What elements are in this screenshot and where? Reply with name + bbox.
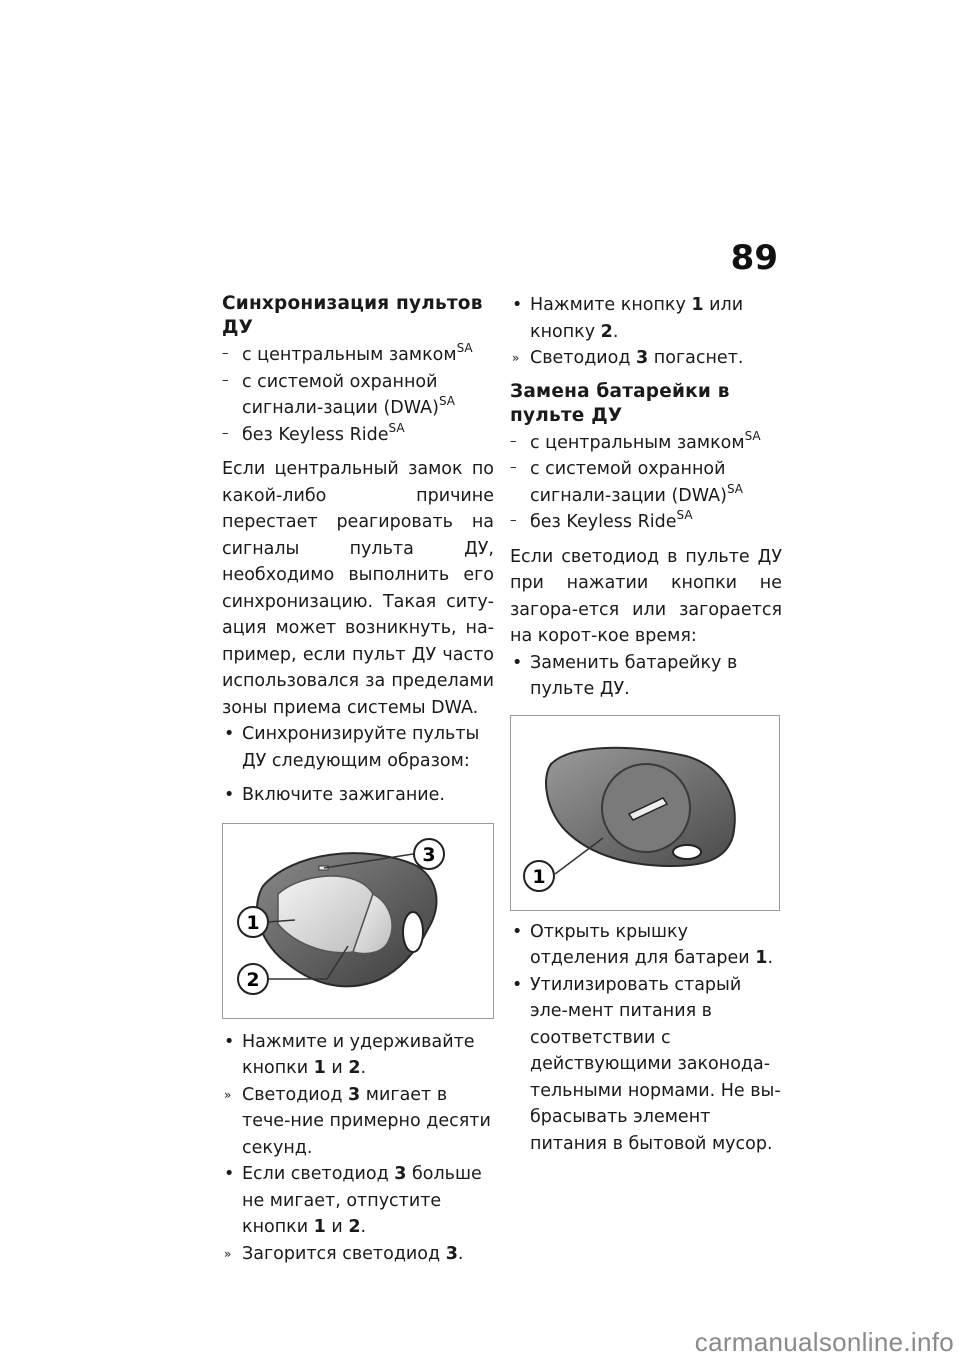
callout-3-label: 3 <box>422 843 436 866</box>
step-ignition: • Включите зажигание. <box>222 782 494 809</box>
battery-cover-illustration <box>511 716 779 910</box>
section-heading-sync: Синхронизация пультов ДУ <box>222 293 483 338</box>
step-dispose-battery: • Утилизировать старый эле-мент питания в соответствии с действующими законода-тельными нормами. Не вы-брасывать элемент питания в бытовой мусор. <box>510 972 782 1158</box>
step-press-button: • Нажмите кнопку 1 или кнопку 2. <box>510 292 782 345</box>
battery-cover-figure <box>510 715 780 911</box>
left-column <box>222 292 494 1267</box>
step-open-cover: • Открыть крышку отделения для батареи 1. <box>510 919 782 972</box>
option-keyless-2: – без Keyless Ride$^{SA}$ <box>510 509 782 536</box>
option-alarm: – с системой охранной сигнали-зации (DWA)$^{SA}$ <box>222 369 494 422</box>
section-heading-battery: Замена батарейки в пульте ДУ <box>510 380 730 426</box>
remote-keys-figure <box>222 823 494 1019</box>
result-led-off: » Светодиод 3 погаснет. <box>510 345 782 372</box>
page-number: 89 <box>730 238 778 278</box>
result-led-on: » Загорится светодиод 3. <box>222 1241 494 1268</box>
option-alarm-2: – с системой охранной сигнали-зации (DWA)$^{SA}$ <box>510 456 782 509</box>
watermark: carmanualsonline.info <box>694 1327 954 1357</box>
battery-paragraph: Если светодиод в пульте ДУ при нажатии кнопки не загора-ется или загорается на корот-кое время: <box>510 546 782 646</box>
callout-2-label: 2 <box>246 968 260 991</box>
step-release-buttons: • Если светодиод 3 больше не мигает, отпустите кнопки 1 и 2. <box>222 1161 494 1241</box>
callout-battery-1-label: 1 <box>532 865 546 888</box>
step-replace-battery: • Заменить батарейку в пульте ДУ. <box>510 650 782 703</box>
sync-paragraph: Если центральный замок по какой-либо причине перестает реагировать на сигналы пульта ДУ, необходимо выполнить его синхронизацию. Такая ситу-ация может возникнуть, на-пример, если пульт ДУ часто использовался за пределами зоны приема системы DWA. <box>222 459 494 718</box>
result-led-blinks: » Светодиод 3 мигает в тече-ние примерно десяти секунд. <box>222 1082 494 1162</box>
callout-1-label: 1 <box>246 911 260 934</box>
option-central-lock: – с центральным замком$^{SA}$ <box>222 342 494 369</box>
right-column <box>510 292 782 1157</box>
remote-key-illustration <box>223 824 493 1018</box>
option-keyless: – без Keyless Ride$^{SA}$ <box>222 422 494 449</box>
option-central-lock-2: – с центральным замком$^{SA}$ <box>510 430 782 457</box>
step-hold-buttons: • Нажмите и удерживайте кнопки 1 и 2. <box>222 1029 494 1082</box>
step-sync: • Синхронизируйте пульты ДУ следующим образом: <box>222 721 494 774</box>
